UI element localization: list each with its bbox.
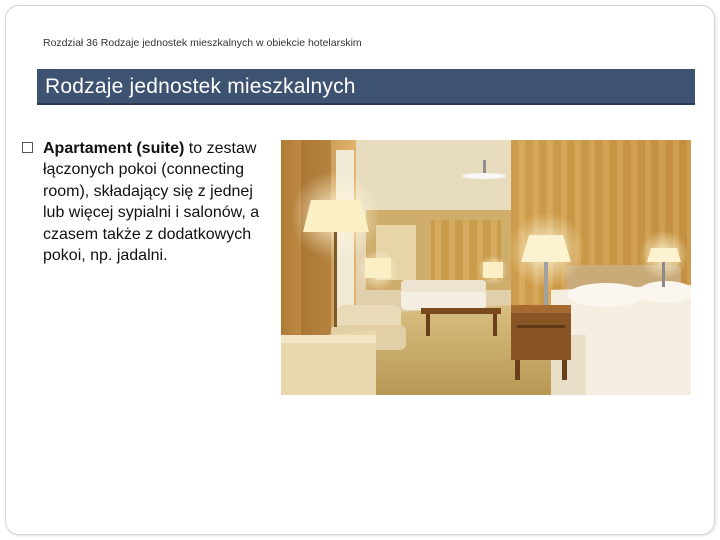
- bullet-list: [22, 138, 272, 266]
- suite-photo: [281, 140, 691, 395]
- chapter-header: Rozdział 36 Rodzaje jednostek mieszkalnych w obiekcie hotelarskim: [43, 37, 362, 49]
- bullet-square-icon: [22, 142, 33, 153]
- bullet-text: to zestaw łączonych pokoi (connecting room), składający się z jednej lub więcej sypialni i salonów, a czasem także z dodatkowych pokoi, np. jadalni.: [43, 140, 260, 265]
- title-bar: [37, 69, 695, 105]
- bullet-term: Apartament (suite): [43, 140, 185, 157]
- slide-title: Rodzaje jednostek mieszkalnych: [45, 75, 356, 98]
- slide: [5, 5, 715, 535]
- bullet-item: [43, 138, 272, 266]
